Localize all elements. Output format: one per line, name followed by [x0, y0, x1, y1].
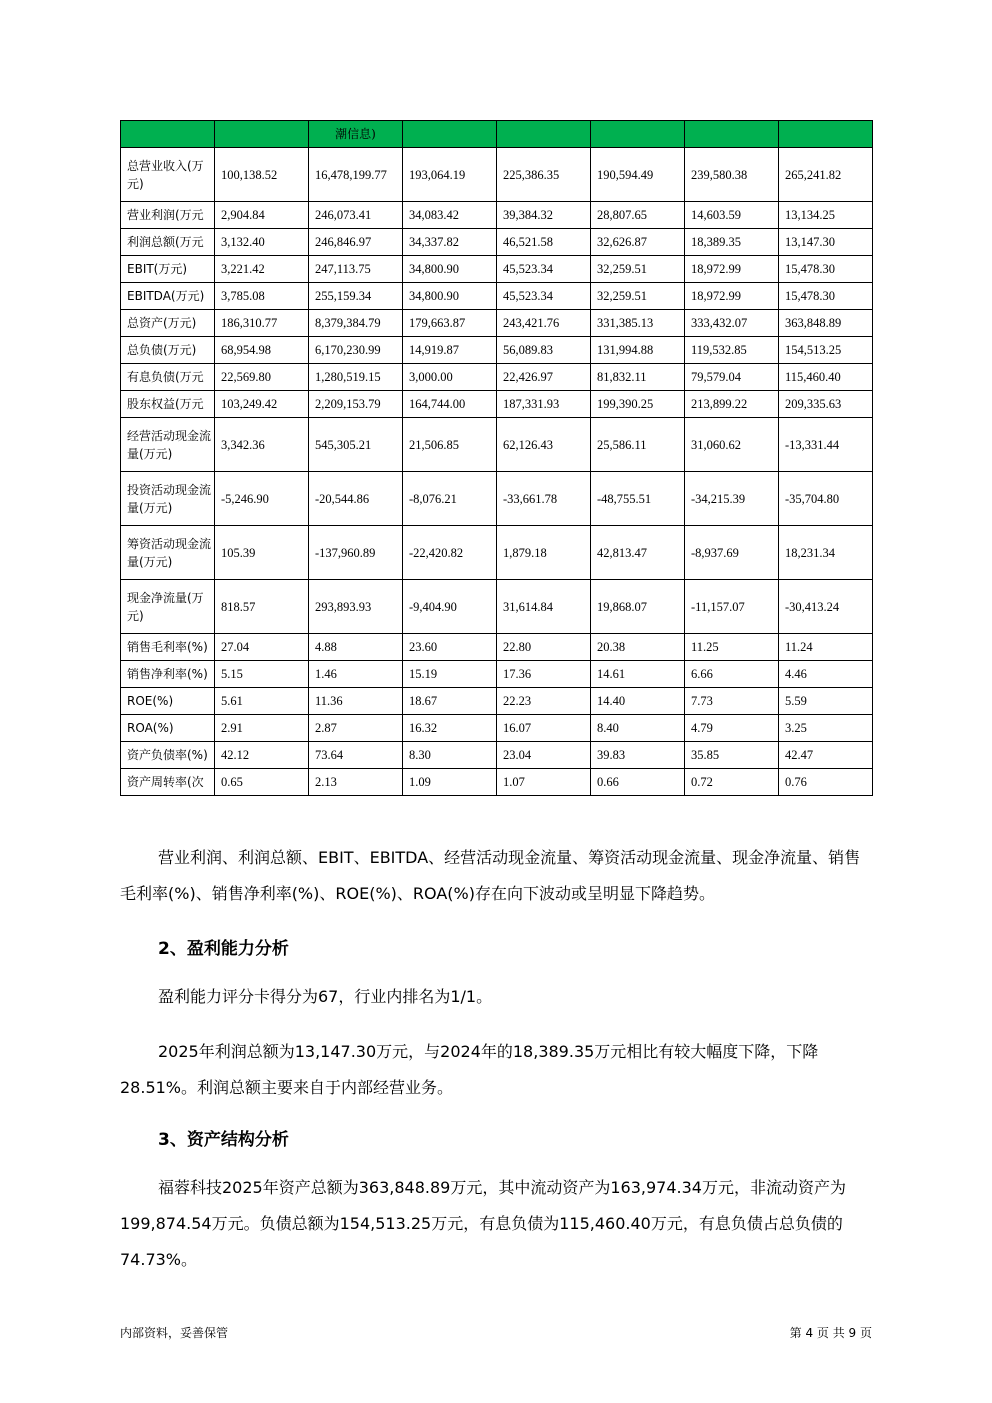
table-cell: 14.61: [591, 661, 685, 688]
table-cell: 2.91: [215, 715, 309, 742]
row-label: ROA(%): [121, 715, 215, 742]
table-cell: 73.64: [309, 742, 403, 769]
profit-detail-paragraph: 2025年利润总额为13,147.30万元，与2024年的18,389.35万元相比有较大幅度下降，下降28.51%。利润总额主要来自于内部经营业务。: [120, 1042, 819, 1097]
row-label: 股东权益(万元: [121, 391, 215, 418]
table-cell: 199,390.25: [591, 391, 685, 418]
table-cell: 243,421.76: [497, 310, 591, 337]
table-row: [121, 202, 873, 229]
table-row: [121, 580, 873, 634]
table-cell: -13,331.44: [779, 418, 873, 472]
table-cell: 8.30: [403, 742, 497, 769]
header-cell: [591, 121, 685, 148]
header-cell: [685, 121, 779, 148]
table-cell: 3.25: [779, 715, 873, 742]
table-cell: 239,580.38: [685, 148, 779, 202]
table-cell: 2,904.84: [215, 202, 309, 229]
table-cell: -48,755.51: [591, 472, 685, 526]
footer-page-number: 第 4 页 共 9 页: [789, 1326, 872, 1340]
table-cell: 363,848.89: [779, 310, 873, 337]
table-cell: 34,337.82: [403, 229, 497, 256]
table-cell: 15,478.30: [779, 256, 873, 283]
trend-paragraph: 营业利润、利润总额、EBIT、EBITDA、经营活动现金流量、筹资活动现金流量、现金净流量、销售毛利率(%)、销售净利率(%)、ROE(%)、ROA(%)存在向下波动或呈明显下降趋势。: [120, 848, 861, 903]
table-cell: 246,846.97: [309, 229, 403, 256]
table-cell: -137,960.89: [309, 526, 403, 580]
table-row: [121, 526, 873, 580]
table-row: [121, 634, 873, 661]
table-cell: 246,073.41: [309, 202, 403, 229]
table-cell: 23.04: [497, 742, 591, 769]
table-cell: 42,813.47: [591, 526, 685, 580]
table-cell: 46,521.58: [497, 229, 591, 256]
table-row: [121, 337, 873, 364]
table-cell: 154,513.25: [779, 337, 873, 364]
table-cell: 1.09: [403, 769, 497, 796]
table-cell: 1.07: [497, 769, 591, 796]
table-cell: 31,614.84: [497, 580, 591, 634]
table-cell: 545,305.21: [309, 418, 403, 472]
table-cell: 5.15: [215, 661, 309, 688]
section-heading-asset-structure: 3、资产结构分析: [158, 1130, 289, 1150]
table-cell: 119,532.85: [685, 337, 779, 364]
financial-table: [120, 120, 873, 796]
table-cell: 18.67: [403, 688, 497, 715]
row-label: 资产负债率(%): [121, 742, 215, 769]
table-cell: 39,384.32: [497, 202, 591, 229]
table-cell: 34,800.90: [403, 256, 497, 283]
table-cell: 115,460.40: [779, 364, 873, 391]
table-cell: 62,126.43: [497, 418, 591, 472]
table-cell: 1.46: [309, 661, 403, 688]
table-cell: 16.32: [403, 715, 497, 742]
table-cell: 209,335.63: [779, 391, 873, 418]
table-cell: 5.61: [215, 688, 309, 715]
table-cell: 3,342.36: [215, 418, 309, 472]
table-cell: 18,389.35: [685, 229, 779, 256]
table-cell: 18,231.34: [779, 526, 873, 580]
table-row: [121, 229, 873, 256]
table-cell: 18,972.99: [685, 283, 779, 310]
row-label: 总负债(万元): [121, 337, 215, 364]
table-cell: 0.65: [215, 769, 309, 796]
table-cell: 21,506.85: [403, 418, 497, 472]
header-cell: [497, 121, 591, 148]
table-cell: 31,060.62: [685, 418, 779, 472]
row-label: 资产周转率(次: [121, 769, 215, 796]
table-cell: 818.57: [215, 580, 309, 634]
row-label: 筹资活动现金流量(万元): [121, 526, 215, 580]
table-cell: 6.66: [685, 661, 779, 688]
table-cell: 193,064.19: [403, 148, 497, 202]
header-cell: [215, 121, 309, 148]
table-cell: 100,138.52: [215, 148, 309, 202]
header-cell: [779, 121, 873, 148]
table-cell: 14,919.87: [403, 337, 497, 364]
row-label: 营业利润(万元: [121, 202, 215, 229]
row-label: EBITDA(万元): [121, 283, 215, 310]
table-cell: 190,594.49: [591, 148, 685, 202]
table-cell: 11.24: [779, 634, 873, 661]
table-cell: 34,800.90: [403, 283, 497, 310]
table-cell: 17.36: [497, 661, 591, 688]
table-cell: 4.88: [309, 634, 403, 661]
table-cell: 0.76: [779, 769, 873, 796]
table-row: [121, 364, 873, 391]
header-cell: [403, 121, 497, 148]
table-cell: -34,215.39: [685, 472, 779, 526]
table-cell: 8,379,384.79: [309, 310, 403, 337]
table-cell: 19,868.07: [591, 580, 685, 634]
row-label: 投资活动现金流量(万元): [121, 472, 215, 526]
table-cell: 3,000.00: [403, 364, 497, 391]
table-cell: 25,586.11: [591, 418, 685, 472]
table-cell: 13,147.30: [779, 229, 873, 256]
table-cell: 39.83: [591, 742, 685, 769]
table-cell: 6,170,230.99: [309, 337, 403, 364]
table-cell: 32,626.87: [591, 229, 685, 256]
table-cell: 79,579.04: [685, 364, 779, 391]
table-cell: 1,879.18: [497, 526, 591, 580]
table-cell: 35.85: [685, 742, 779, 769]
table-cell: 42.47: [779, 742, 873, 769]
table-cell: 13,134.25: [779, 202, 873, 229]
row-label: 有息负债(万元: [121, 364, 215, 391]
table-cell: 105.39: [215, 526, 309, 580]
table-cell: 11.25: [685, 634, 779, 661]
row-label: 现金净流量(万元): [121, 580, 215, 634]
table-cell: 11.36: [309, 688, 403, 715]
table-cell: 4.46: [779, 661, 873, 688]
header-cell: 潮信息): [309, 121, 403, 148]
table-cell: 265,241.82: [779, 148, 873, 202]
table-cell: 32,259.51: [591, 256, 685, 283]
table-cell: 103,249.42: [215, 391, 309, 418]
table-cell: 333,432.07: [685, 310, 779, 337]
table-row: [121, 769, 873, 796]
table-row: [121, 418, 873, 472]
table-cell: 22.23: [497, 688, 591, 715]
table-cell: 28,807.65: [591, 202, 685, 229]
table-cell: -33,661.78: [497, 472, 591, 526]
row-label: 总营业收入(万元): [121, 148, 215, 202]
table-cell: 0.72: [685, 769, 779, 796]
table-cell: -35,704.80: [779, 472, 873, 526]
table-cell: 20.38: [591, 634, 685, 661]
table-cell: 255,159.34: [309, 283, 403, 310]
row-label: 销售毛利率(%): [121, 634, 215, 661]
table-cell: 5.59: [779, 688, 873, 715]
row-label: 经营活动现金流量(万元): [121, 418, 215, 472]
table-cell: 45,523.34: [497, 283, 591, 310]
table-cell: 23.60: [403, 634, 497, 661]
table-cell: -8,076.21: [403, 472, 497, 526]
table-body: [121, 121, 873, 796]
table-cell: 187,331.93: [497, 391, 591, 418]
table-cell: -11,157.07: [685, 580, 779, 634]
table-cell: 3,221.42: [215, 256, 309, 283]
table-cell: 14,603.59: [685, 202, 779, 229]
table-cell: 2.87: [309, 715, 403, 742]
row-label: 销售净利率(%): [121, 661, 215, 688]
table-cell: 4.79: [685, 715, 779, 742]
table-cell: 22.80: [497, 634, 591, 661]
table-cell: 2,209,153.79: [309, 391, 403, 418]
profit-score-paragraph: 盈利能力评分卡得分为67，行业内排名为1/1。: [158, 987, 493, 1006]
table-cell: 8.40: [591, 715, 685, 742]
row-label: 总资产(万元): [121, 310, 215, 337]
table-cell: 18,972.99: [685, 256, 779, 283]
table-cell: 247,113.75: [309, 256, 403, 283]
table-row: [121, 310, 873, 337]
table-cell: 81,832.11: [591, 364, 685, 391]
table-cell: 179,663.87: [403, 310, 497, 337]
table-cell: -8,937.69: [685, 526, 779, 580]
table-row: [121, 283, 873, 310]
table-cell: 42.12: [215, 742, 309, 769]
table-cell: 14.40: [591, 688, 685, 715]
table-row: [121, 391, 873, 418]
table-cell: 16,478,199.77: [309, 148, 403, 202]
table-cell: 7.73: [685, 688, 779, 715]
asset-detail-paragraph: 福蓉科技2025年资产总额为363,848.89万元，其中流动资产为163,974.34万元，非流动资产为199,874.54万元。负债总额为154,513.25万元，有息负债为115,460.40万元，有息负债占总负债的74.73%。: [120, 1178, 846, 1269]
table-header-row: [121, 121, 873, 148]
section-heading-profitability: 2、盈利能力分析: [158, 939, 289, 959]
table-cell: 68,954.98: [215, 337, 309, 364]
table-cell: -30,413.24: [779, 580, 873, 634]
table-cell: 331,385.13: [591, 310, 685, 337]
table-cell: 22,569.80: [215, 364, 309, 391]
table-row: [121, 472, 873, 526]
row-label: 利润总额(万元: [121, 229, 215, 256]
table-cell: -20,544.86: [309, 472, 403, 526]
table-cell: 3,785.08: [215, 283, 309, 310]
table-cell: 225,386.35: [497, 148, 591, 202]
table-cell: 164,744.00: [403, 391, 497, 418]
table-row: [121, 715, 873, 742]
table-row: [121, 256, 873, 283]
table-cell: 186,310.77: [215, 310, 309, 337]
table-row: [121, 148, 873, 202]
table-cell: -5,246.90: [215, 472, 309, 526]
table-cell: 293,893.93: [309, 580, 403, 634]
row-label: ROE(%): [121, 688, 215, 715]
table-cell: 3,132.40: [215, 229, 309, 256]
row-label: EBIT(万元): [121, 256, 215, 283]
table-cell: -22,420.82: [403, 526, 497, 580]
table-cell: 27.04: [215, 634, 309, 661]
table-row: [121, 661, 873, 688]
table-cell: 56,089.83: [497, 337, 591, 364]
table-cell: 15.19: [403, 661, 497, 688]
header-cell: [121, 121, 215, 148]
table-cell: 1,280,519.15: [309, 364, 403, 391]
table-cell: 16.07: [497, 715, 591, 742]
footer-confidential-note: 内部资料，妥善保管: [120, 1326, 229, 1340]
table-cell: 45,523.34: [497, 256, 591, 283]
table-cell: 2.13: [309, 769, 403, 796]
table-cell: 131,994.88: [591, 337, 685, 364]
table-cell: 15,478.30: [779, 283, 873, 310]
table-cell: 22,426.97: [497, 364, 591, 391]
table-cell: 34,083.42: [403, 202, 497, 229]
table-cell: 213,899.22: [685, 391, 779, 418]
table-row: [121, 688, 873, 715]
table-cell: -9,404.90: [403, 580, 497, 634]
table-cell: 0.66: [591, 769, 685, 796]
table-row: [121, 742, 873, 769]
table-cell: 32,259.51: [591, 283, 685, 310]
